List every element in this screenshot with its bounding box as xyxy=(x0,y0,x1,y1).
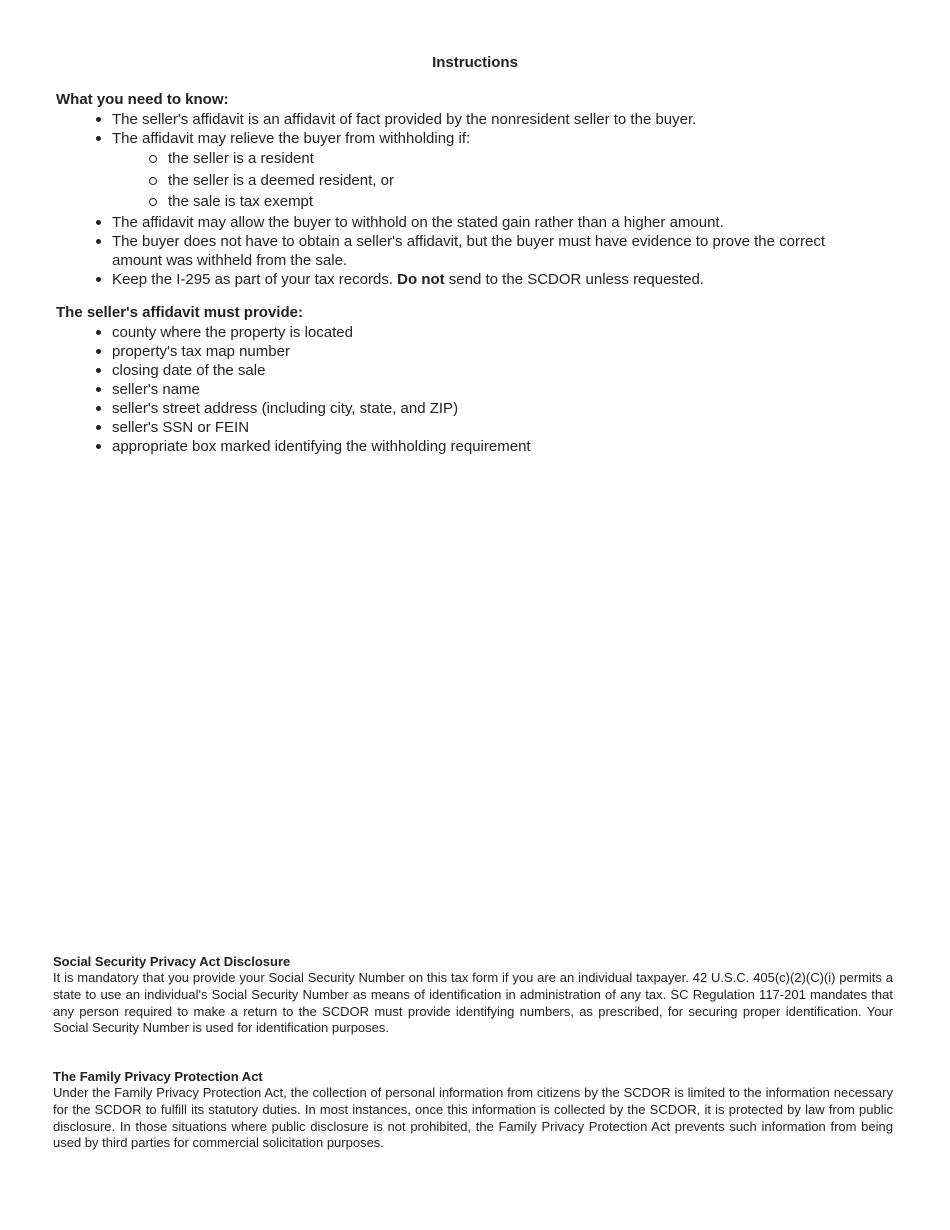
family-privacy-body: Under the Family Privacy Protection Act, the collection of personal information from citizens by the SCDOR is limited to the information necessary for the SCDOR to fulfill its statutory duties. In most instances, once this information is collected by the SCDOR, it is protected by law from public disclosure. In those situations where public disclosure is not prohibited, the Family Privacy Protection Act prevents such information from being used by third parties for commercial solicitation purposes. xyxy=(53,1085,893,1151)
list-item: seller's SSN or FEIN xyxy=(92,418,862,437)
list-item-text: Keep the I-295 as part of your tax records. xyxy=(112,270,398,288)
list-item-text: The affidavit may relieve the buyer from withholding if: xyxy=(112,130,471,147)
list-item: seller's name xyxy=(92,380,862,399)
relief-conditions-list xyxy=(148,148,862,213)
list-item xyxy=(92,270,862,289)
affidavit-requirements-list xyxy=(92,323,862,456)
ss-privacy-body: It is mandatory that you provide your Social Security Number on this tax form if you are an individual taxpayer. 42 U.S.C. 405(c)(2)(C)(i) permits a state to use an individual's Social Security Number as means of identification in administration of any tax. SC Regulation 117-201 mandates that any person required to make a return to the SCDOR must provide identifying numbers, as prescribed, for securing proper identification. Your Social Security Number is used for identification purposes. xyxy=(53,970,893,1036)
family-privacy-heading: The Family Privacy Protection Act xyxy=(53,1069,263,1084)
family-privacy-notice xyxy=(53,1069,893,1152)
list-item: county where the property is located xyxy=(92,323,862,342)
what-to-know-list xyxy=(92,110,862,289)
list-item: The buyer does not have to obtain a seller's affidavit, but the buyer must have evidence to prove the correct amount was withheld from the sale. xyxy=(92,232,862,270)
list-item: closing date of the sale xyxy=(92,361,862,380)
sub-list-item: the seller is a deemed resident, or xyxy=(148,170,862,192)
ss-privacy-heading: Social Security Privacy Act Disclosure xyxy=(53,954,291,969)
list-item xyxy=(92,129,862,213)
page-title: Instructions xyxy=(432,54,518,71)
sub-list-item: the seller is a resident xyxy=(148,148,862,170)
list-item: seller's street address (including city, state, and ZIP) xyxy=(92,399,862,418)
what-to-know-heading: What you need to know: xyxy=(56,91,229,108)
list-item-text: send to the SCDOR unless requested. xyxy=(444,270,704,288)
list-item: The seller's affidavit is an affidavit of fact provided by the nonresident seller to the buyer. xyxy=(92,110,862,129)
ss-privacy-disclosure xyxy=(53,954,893,1037)
emphasis-text: Do not xyxy=(397,270,445,288)
affidavit-requirements-heading: The seller's affidavit must provide: xyxy=(56,304,303,321)
sub-list-item: the sale is tax exempt xyxy=(148,191,862,213)
list-item: The affidavit may allow the buyer to withhold on the stated gain rather than a higher amount. xyxy=(92,213,862,232)
list-item: appropriate box marked identifying the withholding requirement xyxy=(92,437,862,456)
list-item: property's tax map number xyxy=(92,342,862,361)
